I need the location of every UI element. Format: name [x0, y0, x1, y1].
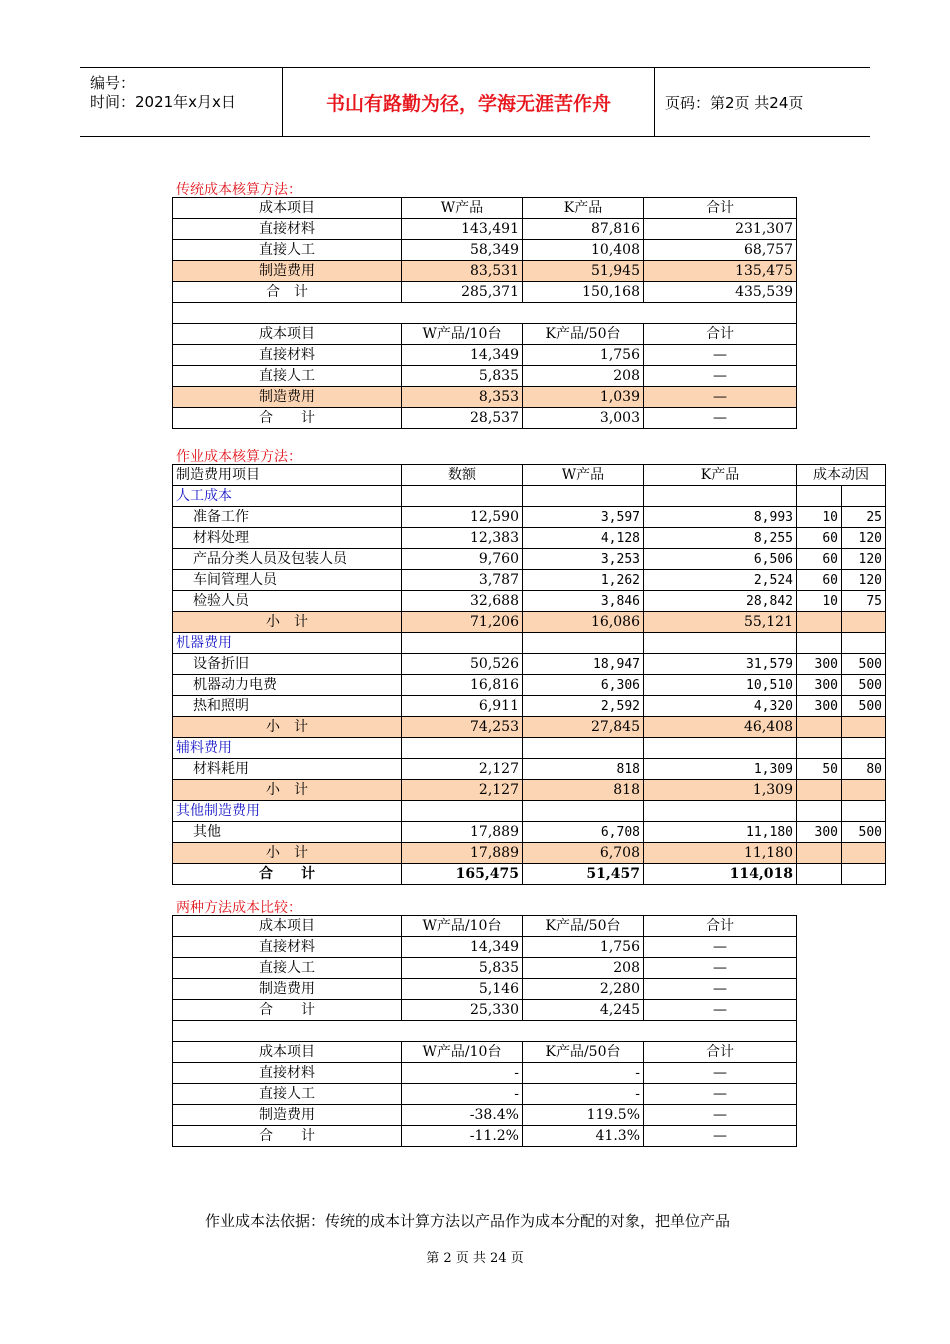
cell: 25 [842, 507, 886, 528]
table-row [173, 408, 797, 429]
col-header: 合计 [644, 1042, 797, 1063]
cell: 9,760 [402, 549, 523, 570]
cell: — [644, 1084, 797, 1105]
table-row [173, 507, 886, 528]
table-row [173, 1084, 797, 1105]
cell: 58,349 [402, 240, 523, 261]
subtotal-row [173, 780, 886, 801]
cell: 25,330 [402, 1000, 523, 1021]
cell: 71,206 [402, 612, 523, 633]
page-number: 第 2 页 共 24 页 [426, 1251, 524, 1266]
cell: 6,911 [402, 696, 523, 717]
cell: -38.4% [402, 1105, 523, 1126]
cell: - [523, 1063, 644, 1084]
group-row [173, 633, 886, 654]
time-label: 时间：2021年x月x日 [90, 93, 236, 111]
row-label: 产品分类人员及包装人员 [173, 549, 402, 570]
number-label: 编号： [90, 74, 136, 92]
row-label: 合 计 [173, 864, 402, 885]
cell: 300 [797, 675, 842, 696]
table-row [173, 979, 797, 1000]
cell: 74,253 [402, 717, 523, 738]
cell: 114,018 [644, 864, 797, 885]
row-label: 材料耗用 [173, 759, 402, 780]
group-label: 其他制造费用 [173, 801, 402, 822]
cell: 1,756 [523, 345, 644, 366]
group-row [173, 738, 886, 759]
spacer-row [173, 303, 797, 324]
table-row [173, 549, 886, 570]
cell: 27,845 [523, 717, 644, 738]
row-label: 合 计 [173, 1126, 402, 1147]
row-label: 设备折旧 [173, 654, 402, 675]
cell: — [644, 958, 797, 979]
row-label: 车间管理人员 [173, 570, 402, 591]
table-header-row [173, 916, 797, 937]
cell: 4,128 [523, 528, 644, 549]
cell: — [644, 1000, 797, 1021]
col-header: W产品/10台 [402, 1042, 523, 1063]
cell: 500 [842, 696, 886, 717]
row-label: 直接人工 [173, 958, 402, 979]
body-paragraph: 作业成本法依据：传统的成本计算方法以产品作为成本分配的对象，把单位产品 [205, 1212, 731, 1230]
cell: 83,531 [402, 261, 523, 282]
cell: 135,475 [644, 261, 797, 282]
row-label: 直接材料 [173, 219, 402, 240]
cell: 3,253 [523, 549, 644, 570]
cell: 5,835 [402, 366, 523, 387]
group-row [173, 801, 886, 822]
table-row [173, 591, 886, 612]
col-header: K产品/50台 [523, 1042, 644, 1063]
cell: 231,307 [644, 219, 797, 240]
table-row [173, 654, 886, 675]
col-header: 成本项目 [173, 324, 402, 345]
cell: 51,457 [523, 864, 644, 885]
cell: 300 [797, 654, 842, 675]
document-header [80, 67, 870, 137]
table-row [173, 366, 797, 387]
activity-table [172, 464, 886, 885]
row-label: 合 计 [173, 408, 402, 429]
subtotal-row [173, 843, 886, 864]
cell: 12,383 [402, 528, 523, 549]
cell: 11,180 [644, 843, 797, 864]
row-label: 小 计 [173, 717, 402, 738]
cell: - [523, 1084, 644, 1105]
cell: 119.5% [523, 1105, 644, 1126]
cell: 60 [797, 549, 842, 570]
row-label: 小 计 [173, 780, 402, 801]
cell: — [644, 387, 797, 408]
cell: 500 [842, 654, 886, 675]
cell: 50 [797, 759, 842, 780]
cell: 208 [523, 958, 644, 979]
cell: 300 [797, 822, 842, 843]
cell: 50,526 [402, 654, 523, 675]
col-header: W产品 [523, 465, 644, 486]
cell: 1,309 [644, 780, 797, 801]
col-header: 合计 [644, 916, 797, 937]
cell: 60 [797, 528, 842, 549]
table-row [173, 675, 886, 696]
cell: 17,889 [402, 822, 523, 843]
col-header: K产品/50台 [523, 916, 644, 937]
cell: 6,306 [523, 675, 644, 696]
section-title-activity: 作业成本核算方法： [176, 449, 302, 465]
cell: 8,353 [402, 387, 523, 408]
cell: 3,846 [523, 591, 644, 612]
cell: 285,371 [402, 282, 523, 303]
comparison-table [172, 915, 797, 1147]
col-header: 制造费用项目 [173, 465, 402, 486]
table-row [173, 345, 797, 366]
cell: 2,592 [523, 696, 644, 717]
cell: 75 [842, 591, 886, 612]
cell: 12,590 [402, 507, 523, 528]
col-header: W产品 [402, 198, 523, 219]
row-label: 直接材料 [173, 1063, 402, 1084]
row-label: 热和照明 [173, 696, 402, 717]
group-label: 机器费用 [173, 633, 402, 654]
header-meta [80, 68, 283, 136]
table-row [173, 1000, 797, 1021]
col-header: K产品 [523, 198, 644, 219]
section-title-comparison: 两种方法成本比较： [176, 900, 302, 916]
cell: 28,537 [402, 408, 523, 429]
cell: 1,262 [523, 570, 644, 591]
col-header: K产品/50台 [523, 324, 644, 345]
cell: 6,506 [644, 549, 797, 570]
cell: 80 [842, 759, 886, 780]
cell: -11.2% [402, 1126, 523, 1147]
table-row [173, 822, 886, 843]
col-header: 合计 [644, 324, 797, 345]
subtotal-row [173, 717, 886, 738]
group-label: 辅料费用 [173, 738, 402, 759]
table-row [173, 219, 797, 240]
cell: 17,889 [402, 843, 523, 864]
cell: 2,280 [523, 979, 644, 1000]
cell: 18,947 [523, 654, 644, 675]
table-row-highlight [173, 261, 797, 282]
table-row [173, 1105, 797, 1126]
group-label: 人工成本 [173, 486, 402, 507]
subtotal-row [173, 612, 886, 633]
cell: 31,579 [644, 654, 797, 675]
table-row-highlight [173, 387, 797, 408]
cell: 6,708 [523, 822, 644, 843]
cell: 14,349 [402, 937, 523, 958]
table-row [173, 1126, 797, 1147]
cell: 41.3% [523, 1126, 644, 1147]
cell: — [644, 1105, 797, 1126]
table-row [173, 759, 886, 780]
cell: — [644, 937, 797, 958]
table-row [173, 282, 797, 303]
cell: 8,993 [644, 507, 797, 528]
cell: 2,127 [402, 759, 523, 780]
table-row [173, 937, 797, 958]
cell: 150,168 [523, 282, 644, 303]
cell: 6,708 [523, 843, 644, 864]
cell: 500 [842, 675, 886, 696]
cell: 818 [523, 780, 644, 801]
spacer-row [173, 1021, 797, 1042]
row-label: 直接人工 [173, 1084, 402, 1105]
cell: - [402, 1063, 523, 1084]
cell: — [644, 1063, 797, 1084]
row-label: 其他 [173, 822, 402, 843]
row-label: 制造费用 [173, 1105, 402, 1126]
cell: 8,255 [644, 528, 797, 549]
cell: 87,816 [523, 219, 644, 240]
cell: 55,121 [644, 612, 797, 633]
row-label: 小 计 [173, 612, 402, 633]
traditional-table [172, 197, 797, 429]
cell: — [644, 366, 797, 387]
cell: 2,524 [644, 570, 797, 591]
cell: 5,835 [402, 958, 523, 979]
row-label: 直接人工 [173, 366, 402, 387]
cell: 1,039 [523, 387, 644, 408]
table-header-row [173, 1042, 797, 1063]
cell: 120 [842, 549, 886, 570]
row-label: 制造费用 [173, 387, 402, 408]
table-row [173, 240, 797, 261]
cell: 28,842 [644, 591, 797, 612]
cell: 16,086 [523, 612, 644, 633]
cell: 16,816 [402, 675, 523, 696]
table-row [173, 570, 886, 591]
cell: 435,539 [644, 282, 797, 303]
col-header: W产品/10台 [402, 324, 523, 345]
motto: 书山有路勤为径，学海无涯苦作舟 [283, 68, 655, 136]
table-row [173, 1063, 797, 1084]
cell: 1,309 [644, 759, 797, 780]
cell: 1,756 [523, 937, 644, 958]
cell: 10,408 [523, 240, 644, 261]
cell: 5,146 [402, 979, 523, 1000]
section-title-traditional: 传统成本核算方法： [176, 182, 302, 198]
cell: 60 [797, 570, 842, 591]
cell: 143,491 [402, 219, 523, 240]
cell: 10,510 [644, 675, 797, 696]
row-label: 检验人员 [173, 591, 402, 612]
table-row [173, 696, 886, 717]
cell: — [644, 979, 797, 1000]
cell: 3,597 [523, 507, 644, 528]
group-row [173, 486, 886, 507]
table-header-row [173, 324, 797, 345]
cell: 165,475 [402, 864, 523, 885]
row-label: 机器动力电费 [173, 675, 402, 696]
cell: — [644, 345, 797, 366]
cell: 4,245 [523, 1000, 644, 1021]
cell: 120 [842, 570, 886, 591]
row-label: 制造费用 [173, 979, 402, 1000]
cell: — [644, 1126, 797, 1147]
row-label: 直接材料 [173, 937, 402, 958]
col-header: 数额 [402, 465, 523, 486]
col-header: 成本动因 [797, 465, 886, 486]
table-header-row [173, 465, 886, 486]
cell: 10 [797, 591, 842, 612]
cell: 2,127 [402, 780, 523, 801]
row-label: 小 计 [173, 843, 402, 864]
cell: 11,180 [644, 822, 797, 843]
col-header: 成本项目 [173, 198, 402, 219]
cell: 3,787 [402, 570, 523, 591]
cell: — [644, 408, 797, 429]
row-label: 合 计 [173, 1000, 402, 1021]
cell: 32,688 [402, 591, 523, 612]
col-header: K产品 [644, 465, 797, 486]
table-header-row [173, 198, 797, 219]
row-label: 合 计 [173, 282, 402, 303]
col-header: 成本项目 [173, 1042, 402, 1063]
cell: 818 [523, 759, 644, 780]
cell: 46,408 [644, 717, 797, 738]
cell: - [402, 1084, 523, 1105]
table-row [173, 958, 797, 979]
row-label: 准备工作 [173, 507, 402, 528]
row-label: 材料处理 [173, 528, 402, 549]
cell: 51,945 [523, 261, 644, 282]
cell: 500 [842, 822, 886, 843]
cell: 300 [797, 696, 842, 717]
row-label: 制造费用 [173, 261, 402, 282]
col-header: W产品/10台 [402, 916, 523, 937]
col-header: 合计 [644, 198, 797, 219]
col-header: 成本项目 [173, 916, 402, 937]
cell: 14,349 [402, 345, 523, 366]
cell: 208 [523, 366, 644, 387]
row-label: 直接材料 [173, 345, 402, 366]
cell: 68,757 [644, 240, 797, 261]
table-row [173, 528, 886, 549]
cell: 4,320 [644, 696, 797, 717]
cell: 120 [842, 528, 886, 549]
total-row [173, 864, 886, 885]
row-label: 直接人工 [173, 240, 402, 261]
cell: 10 [797, 507, 842, 528]
page-label: 页码：第2页 共24页 [665, 93, 804, 112]
cell: 3,003 [523, 408, 644, 429]
